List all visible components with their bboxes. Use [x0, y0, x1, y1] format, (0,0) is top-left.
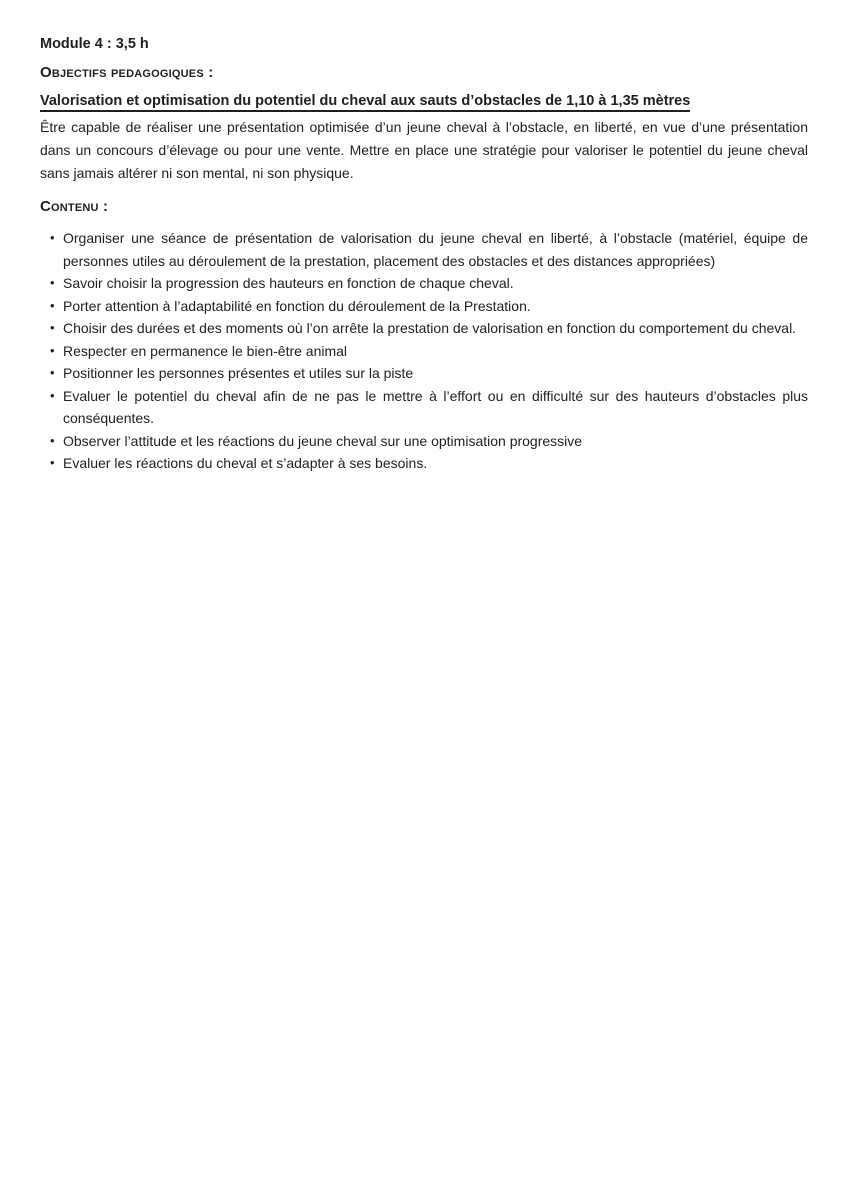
content-list-item: • Evaluer les réactions du cheval et s’adapter à ses besoins. — [50, 452, 808, 475]
content-list-item: • Savoir choisir la progression des hauteurs en fonction de chaque cheval. — [50, 272, 808, 295]
content-list-item: • Positionner les personnes présentes et utiles sur la piste — [50, 362, 808, 385]
module-title: Module 4 : 3,5 h — [40, 36, 149, 52]
objectives-description: Être capable de réaliser une présentation optimisée d’un jeune cheval à l’obstacle, en liberté, en vue d’une présentation dans un concours d’élevage ou pour une vente. Mettre en place une stratégie pour valoriser le potentiel du jeune cheval sans jamais altérer ni son mental, ni son physique. — [40, 119, 808, 182]
content-list-item: • Observer l’attitude et les réactions du jeune cheval sur une optimisation progressive — [50, 430, 808, 453]
content-heading: Contenu : — [40, 198, 109, 216]
content-list-item: • Evaluer le potentiel du cheval afin de ne pas le mettre à l’effort ou en difficulté sur des hauteurs d’obstacles plus conséquentes. — [50, 385, 808, 430]
section-title-text: Valorisation et optimisation du potentiel du cheval aux sauts d’obstacles de 1,10 à 1,35 mètres — [40, 93, 690, 112]
content-list — [40, 227, 808, 475]
content-list-item: • Organiser une séance de présentation de valorisation du jeune cheval en liberté, à l’obstacle (matériel, équipe de personnes utiles au déroulement de la prestation, placement des obstacles et des distances appropriées) — [50, 227, 808, 272]
content-list-item: • Choisir des durées et des moments où l’on arrête la prestation de valorisation en fonction du comportement du cheval. — [50, 317, 808, 340]
content-list-item: • Porter attention à l’adaptabilité en fonction du déroulement de la Prestation. — [50, 295, 808, 318]
content-list-item: • Respecter en permanence le bien-être animal — [50, 340, 808, 363]
objectives-heading: Objectifs pedagogiques : — [40, 64, 214, 82]
section-title — [40, 92, 808, 111]
